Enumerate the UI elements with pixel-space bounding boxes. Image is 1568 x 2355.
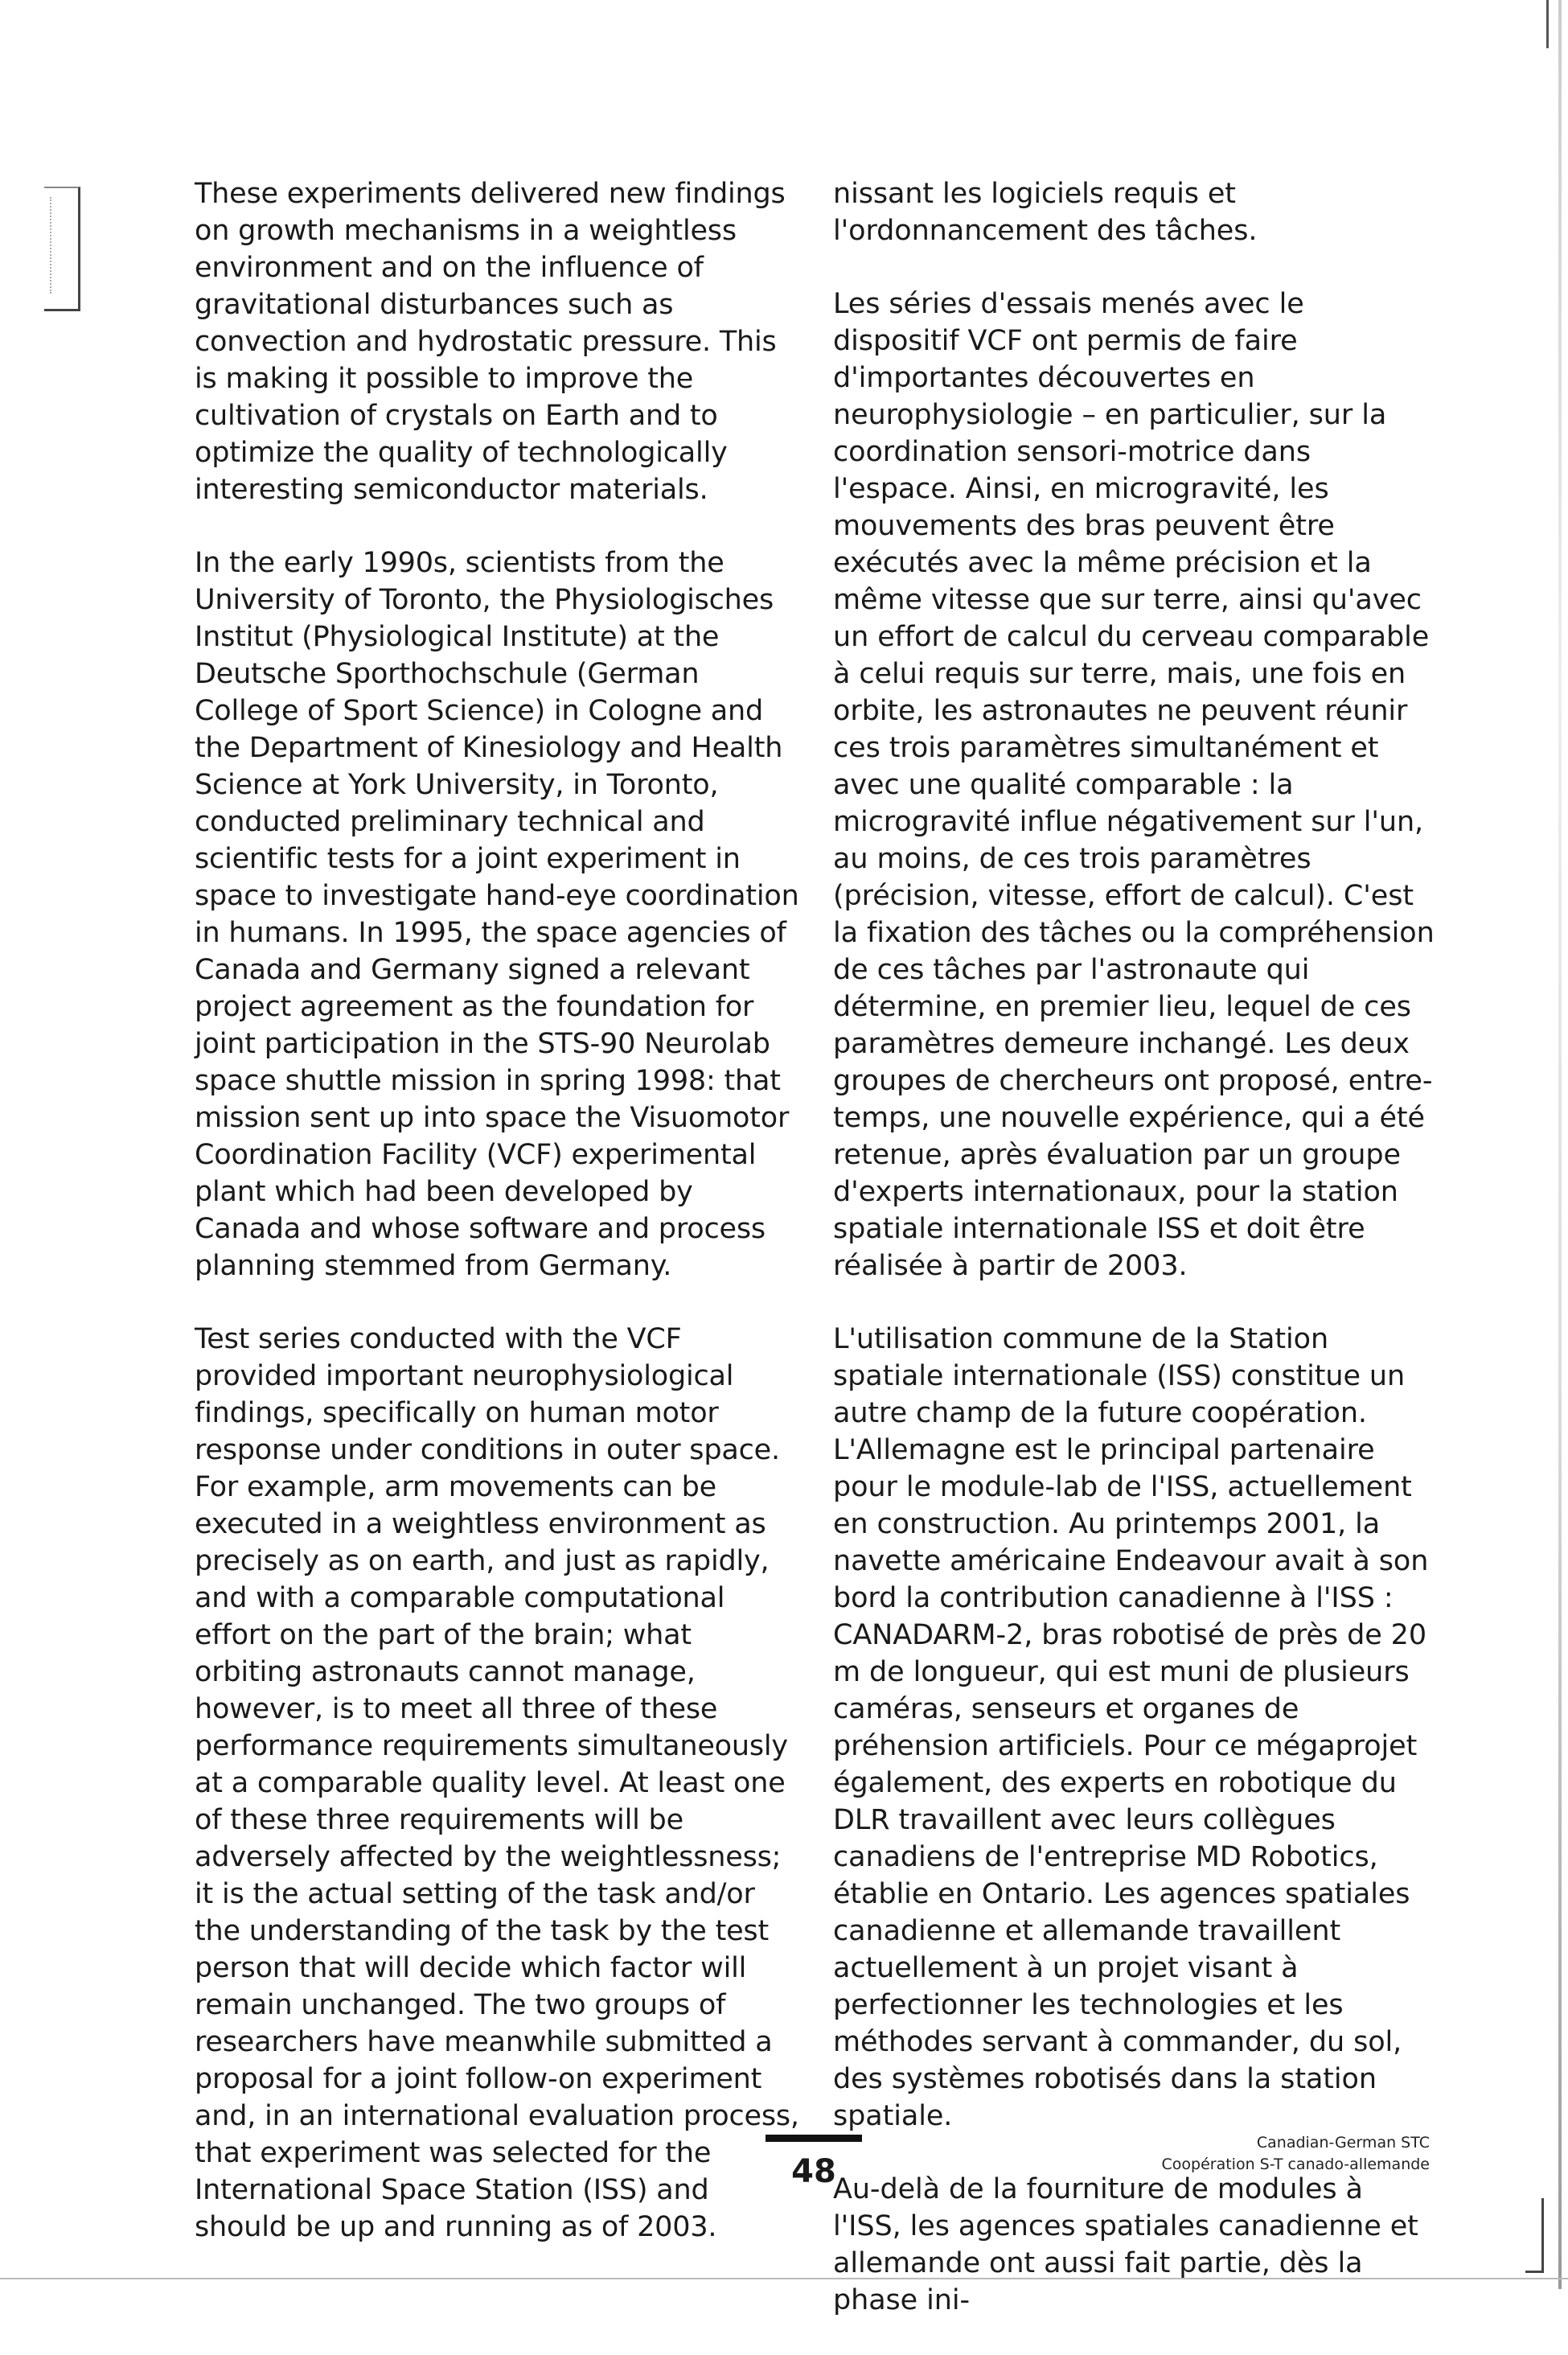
scan-edge-mark-bottom bbox=[1525, 2198, 1544, 2273]
right-paragraph-4: Au-delà de la fourniture de modules à l'ISS, les agences spatiales canadienne et allemande ont aussi fait partie, dès la phase ini- bbox=[833, 2173, 1418, 2316]
scan-edge-right bbox=[1558, 0, 1562, 2289]
right-column bbox=[833, 175, 1438, 2355]
page-number-rule bbox=[766, 2135, 862, 2142]
footer-caption bbox=[1162, 2132, 1430, 2176]
right-paragraph-2: Les séries d'essais menés avec le dispositif VCF ont permis de faire d'importantes découvertes en neurophysiologie – en particulier, sur la coordination sensori-motrice dans l'espace. Ainsi, en microgravité, les mouvements des bras peuvent être exécutés avec la même précision et la même vitesse que sur terre, ainsi qu'avec un effort de calcul du cerveau comparable à celui requis sur terre, mais, une fois en orbite, les astronautes ne peuvent réunir ces trois paramètres simultanément et avec une qualité comparable : la microgravité influe négativement sur l'un, au moins, de ces trois paramètres (précision, vitesse, effort de calcul). C'est la fixation des tâches ou la compréhension de ces tâches par l'astronaute qui détermine, en premier lieu, lequel de ces paramètres demeure inchangé. Les deux groupes de chercheurs ont proposé, entre-temps, une nouvelle expérience, qui a été retenue, après évaluation par un groupe d'experts internationaux, pour la station spatiale internationale ISS et doit être réalisée à partir de 2003. bbox=[833, 288, 1435, 1282]
right-paragraph-1: nissant les logiciels requis et l'ordonnancement des tâches. bbox=[833, 178, 1258, 247]
scan-edge-mark-top bbox=[1546, 0, 1552, 48]
right-paragraph-3: L'utilisation commune de la Station spatiale internationale (ISS) constitue un autre champ de la future coopération. L'Allemagne est le principal partenaire pour le module-lab de l'ISS, actuellement en construction. Au printemps 2001, la navette américaine Endeavour avait à son bord la contribution canadienne à l'ISS : CANADARM-2, bras robotisé de près de 20 m de longueur, qui est muni de plusieurs caméras, senseurs et organes de préhension artificiels. Pour ce mégaprojet également, des experts en robotique du DLR travaillent avec leurs collègues canadiens de l'entreprise MD Robotics, établie en Ontario. Les agences spatiales canadienne et allemande travaillent actuellement à un projet visant à perfectionner les technologies et les méthodes servant à commander, du sol, des systèmes robotisés dans la station spatiale. bbox=[833, 1323, 1429, 2132]
left-paragraph-2: In the early 1990s, scientists from the University of Toronto, the Physiologisches Institut (Physiological Institute) at the Deutsche Sporthochschule (German College of Sport Science) in Cologne and the Department of Kinesiology and Health Science at York University, in Toronto, conducted preliminary technical and scientific tests for a joint experiment in space to investigate hand-eye coordination in humans. In 1995, the space agencies of Canada and Germany signed a relevant project agreement as the foundation for joint participation in the STS-90 Neurolab space shuttle mission in spring 1998: that mission sent up into space the Visuomotor Coordination Facility (VCF) experimental plant which had been developed by Canada and whose software and process planning stemmed from Germany. bbox=[195, 547, 799, 1282]
footer-line-french: Coopération S-T canado-allemande bbox=[1161, 2156, 1430, 2173]
left-column bbox=[195, 175, 801, 2282]
left-paragraph-1: These experiments delivered new findings on growth mechanisms in a weightless environment and on the influence of gravitational disturbances such as convection and hydrostatic pressure. This is making it possible to improve the cultivation of crystals on Earth and to optimize the quality of technologically interesting semiconductor materials. bbox=[195, 178, 786, 506]
footer-line-english: Canadian-German STC bbox=[1256, 2134, 1430, 2152]
page-number: 48 bbox=[791, 2153, 836, 2190]
margin-dotted-mark bbox=[50, 197, 66, 294]
left-paragraph-3: Test series conducted with the VCF provided important neurophysiological findings, specifically on human motor response under conditions in outer space. For example, arm movements can be executed in a weightless environment as precisely as on earth, and just as rapidly, and with a comparable computational effort on the part of the brain; what orbiting astronauts cannot manage, however, is to meet all three of these performance requirements simultaneously at a comparable quality level. At least one of these three requirements will be adversely affected by the weightlessness; it is the actual setting of the task and/or the understanding of the task by the test person that will decide which factor will remain unchanged. The two groups of researchers have meanwhile submitted a proposal for a joint follow-on experiment and, in an international evaluation process, that experiment was selected for the International Space Station (ISS) and should be up and running as of 2003. bbox=[195, 1323, 799, 2243]
